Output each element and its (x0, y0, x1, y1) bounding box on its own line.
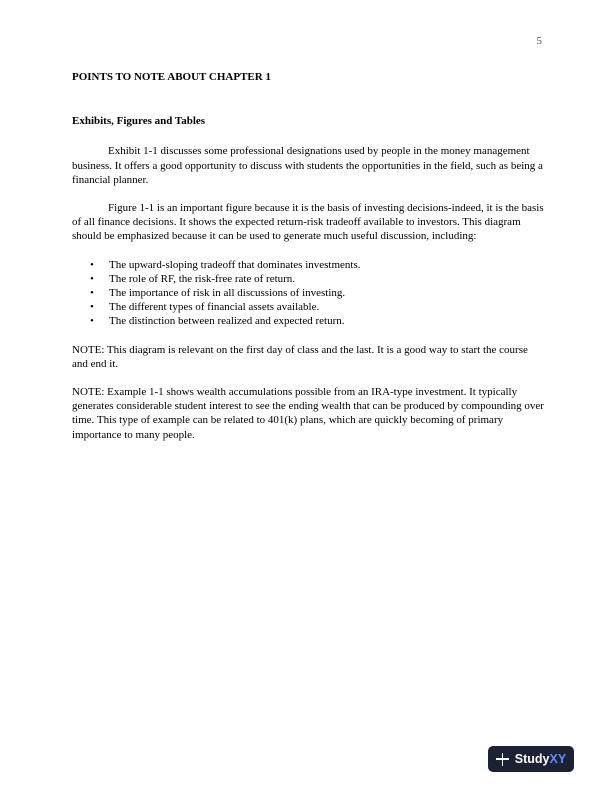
bullet-icon: • (90, 258, 94, 271)
bullet-icon: • (90, 301, 94, 314)
list-item-text: The importance of risk in all discussions of investing. (109, 287, 346, 300)
watermark-text: Study (514, 752, 550, 766)
bullet-list (72, 258, 544, 329)
list-item (90, 314, 544, 328)
list-item (90, 258, 544, 272)
list-item-text: The upward-sloping tradeoff that dominates investments. (109, 258, 361, 271)
studyxy-watermark (488, 746, 574, 772)
watermark-accent-text: XY (549, 752, 567, 766)
bullet-icon: • (90, 287, 94, 300)
list-item-text: The role of RF, the risk-free rate of return. (109, 272, 296, 285)
note-example: NOTE: Example 1-1 shows wealth accumulations possible from an IRA-type investment. It typically generates considerable student interest to see the ending wealth that can be produced by compounding over time. This type of example can be related to 401(k) plans, which are quickly becoming of primary importance to many people. (72, 386, 544, 441)
chapter-heading: POINTS TO NOTE ABOUT CHAPTER 1 (72, 71, 271, 83)
list-item-text: The distinction between realized and expected return. (109, 315, 345, 328)
plus-icon (496, 753, 509, 766)
bullet-icon: • (90, 315, 94, 328)
list-item (90, 272, 544, 286)
list-item (90, 286, 544, 300)
paragraph-exhibit: Exhibit 1-1 discusses some professional designations used by people in the money management business. It offers a good opportunity to discuss with students the opportunities in the field, such as being a financial planner. (72, 145, 543, 186)
page-number: 5 (536, 35, 542, 47)
section-heading: Exhibits, Figures and Tables (72, 115, 206, 128)
paragraph-figure: Figure 1-1 is an important figure because it is the basis of investing decisions-indeed, it is the basis of all finance decisions. It shows the expected return-risk tradeoff available to investors. This diagram should be emphasized because it can be used to generate much useful discussion, including: (72, 202, 544, 243)
note-diagram: NOTE: This diagram is relevant on the first day of class and the last. It is a good way to start the course and end it. (72, 343, 528, 370)
document-body (72, 70, 544, 456)
bullet-icon: • (90, 272, 94, 285)
list-item (90, 300, 544, 314)
list-item-text: The different types of financial assets available. (109, 301, 320, 314)
